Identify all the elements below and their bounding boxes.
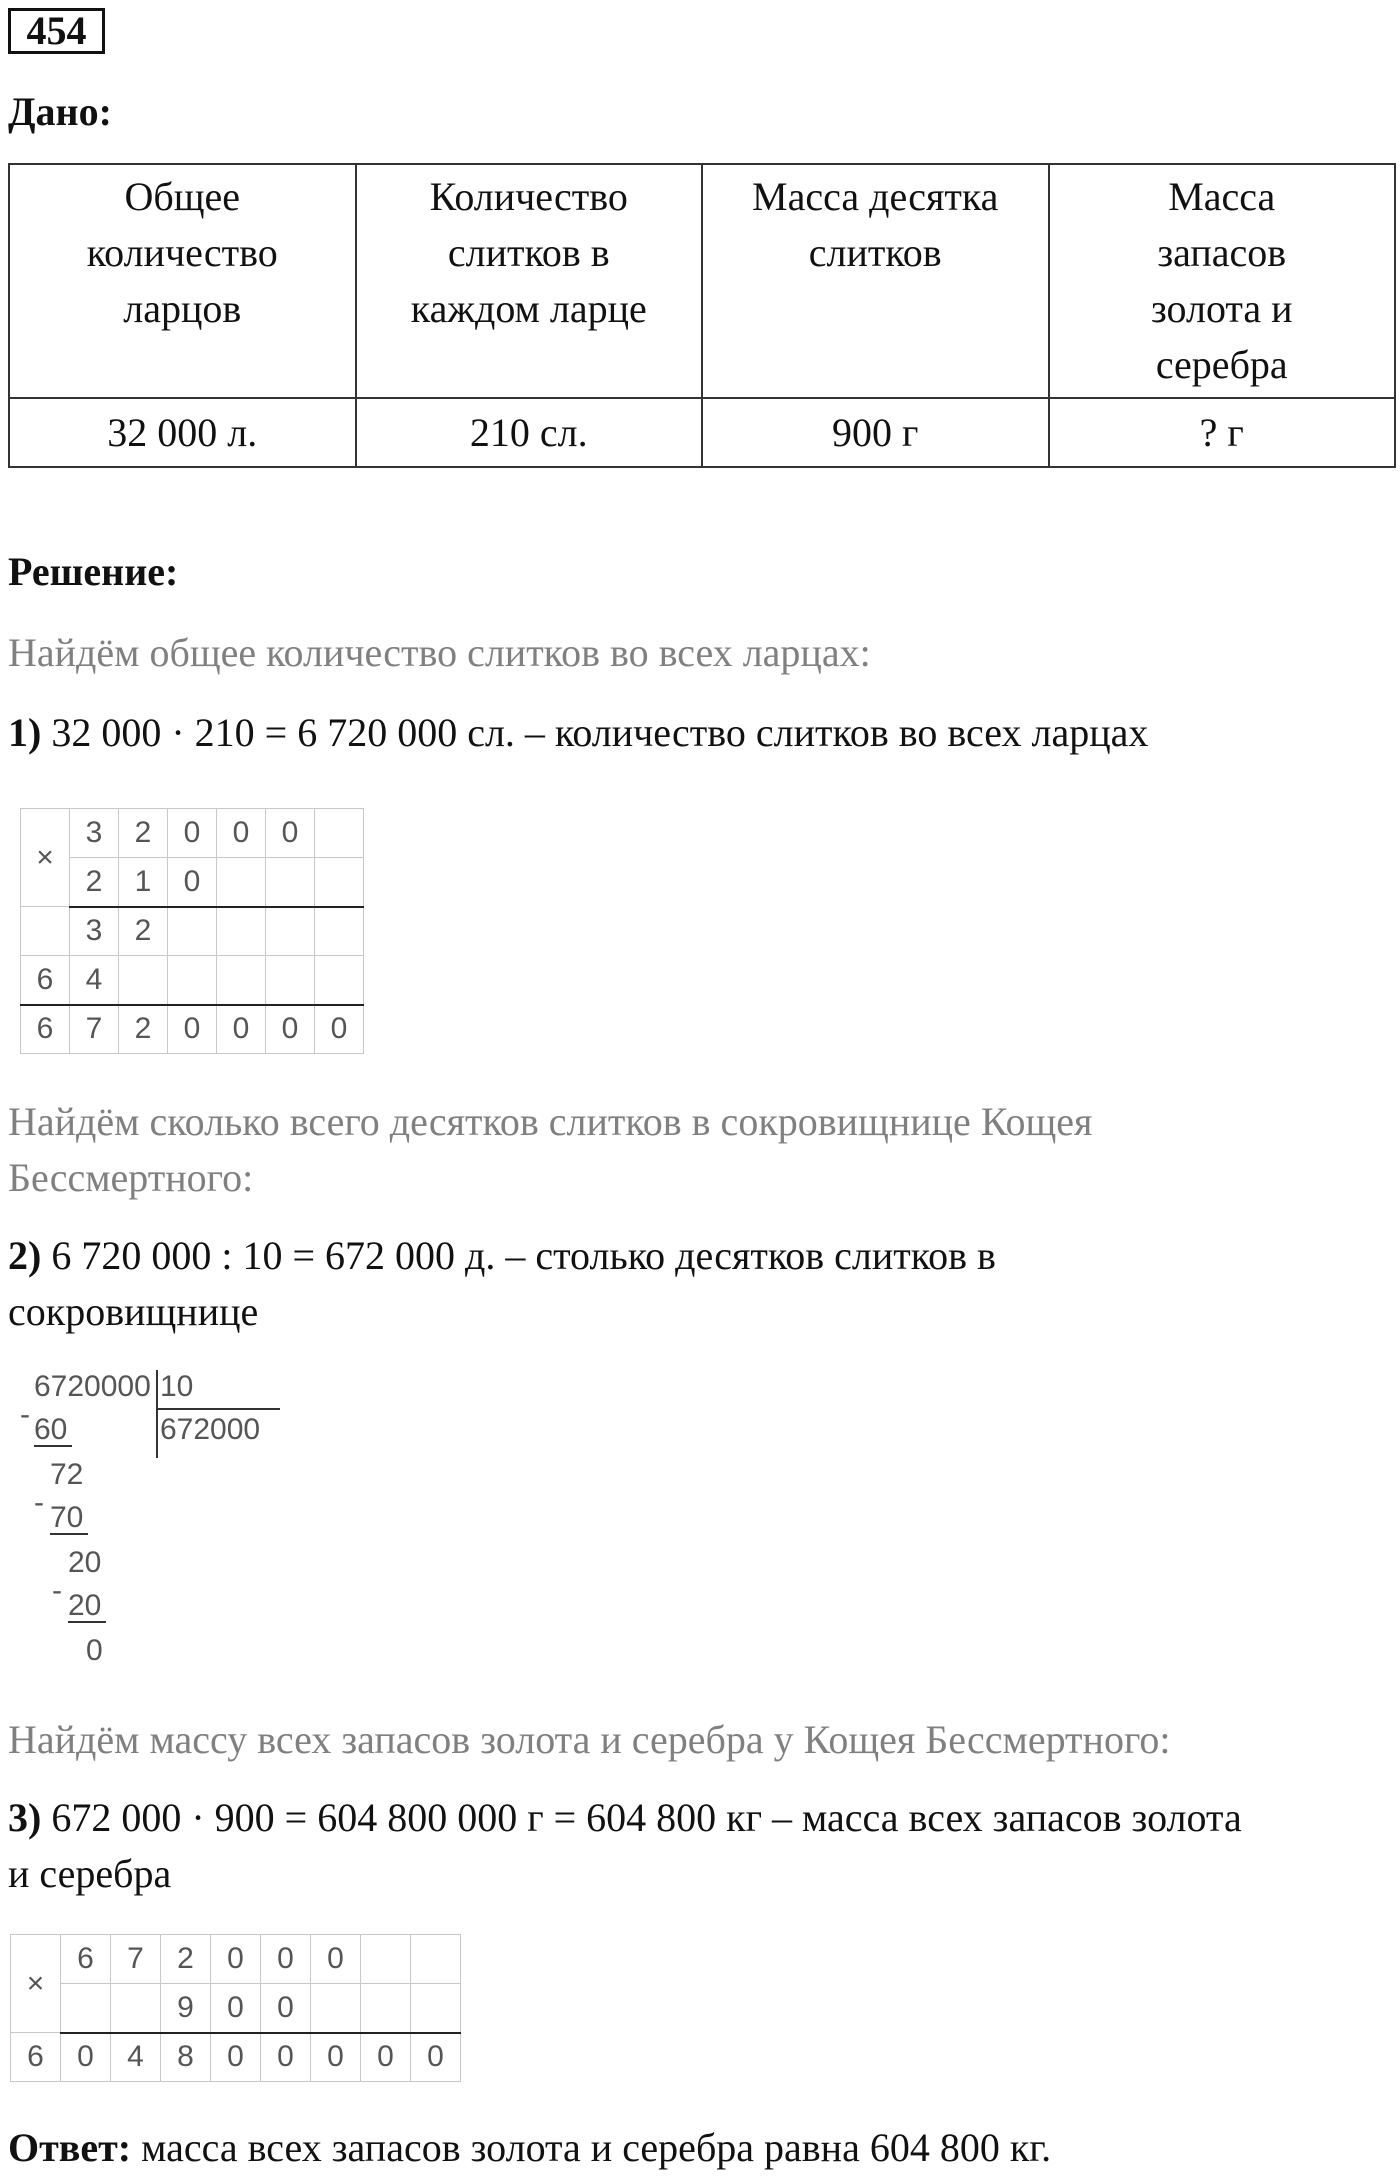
header-line: каждом ларце: [410, 286, 647, 331]
grid-cell: 3: [70, 809, 119, 858]
grid-cell: [315, 858, 364, 907]
grid-cell: 4: [70, 956, 119, 1005]
grid-cell: 0: [261, 1984, 311, 2033]
header-line: Масса десятка: [752, 174, 999, 219]
grid-cell: 2: [70, 858, 119, 907]
header-line: слитков: [808, 230, 942, 275]
grid-cell: 7: [70, 1005, 119, 1054]
grid-cell: [266, 858, 315, 907]
header-line: Масса: [1168, 174, 1276, 219]
final-remainder: 0: [86, 1634, 103, 1667]
grid-cell: [361, 1984, 411, 2033]
grid-cell: 0: [211, 2033, 261, 2082]
grid-cell: 6: [61, 1935, 111, 1984]
grid-cell: 0: [168, 1005, 217, 1054]
step-number: 3): [8, 1795, 42, 1840]
step1-equation: [8, 705, 1396, 761]
step1-intro: Найдём общее количество слитков во всех ларцах:: [8, 630, 871, 675]
grid-cell: 0: [211, 1935, 261, 1984]
grid-cell: [315, 956, 364, 1005]
grid-cell: 1: [119, 858, 168, 907]
grid-cell: 2: [161, 1935, 211, 1984]
grid-cell: [361, 1935, 411, 1984]
grid-cell: 2: [119, 809, 168, 858]
grid-cell: [266, 956, 315, 1005]
grid-cell: 0: [361, 2033, 411, 2082]
grid-cell: [266, 907, 315, 956]
quotient: 672000: [160, 1413, 261, 1446]
grid-cell: 0: [315, 1005, 364, 1054]
step3-text: 672 000 · 900 = 604 800 000 г = 604 800 кг – масса всех запасов золота: [51, 1795, 1242, 1840]
header-total-mass: [1049, 164, 1396, 398]
answer-label: Ответ:: [8, 2125, 132, 2170]
answer-text: масса всех запасов золота и серебра равна 604 800 кг.: [141, 2125, 1052, 2170]
step2-intro-line1: Найдём сколько всего десятков слитков в сокровищнице Кощея: [8, 1099, 1093, 1144]
minus-sign: -: [34, 1486, 44, 1519]
answer: [8, 2120, 1396, 2176]
grid-cell: [217, 956, 266, 1005]
grid-cell: 8: [161, 2033, 211, 2082]
value-total-mass: ? г: [1049, 398, 1396, 467]
solution-heading: Решение:: [8, 549, 179, 594]
header-line: серебра: [1155, 342, 1288, 387]
division-bar-horizontal: [158, 1408, 280, 1410]
given-table: [8, 163, 1396, 468]
grid-cell: [119, 956, 168, 1005]
grid-cell: [315, 809, 364, 858]
remainder-72: 72: [50, 1458, 84, 1491]
value-boxes-total: 32 000 л.: [9, 398, 356, 467]
grid-cell: 0: [266, 1005, 315, 1054]
grid-cell: [411, 1935, 461, 1984]
header-line: Общее: [124, 174, 241, 219]
grid-cell: 2: [119, 907, 168, 956]
problem-number: 454: [8, 8, 105, 54]
grid-cell: [411, 1984, 461, 2033]
remainder-20: 20: [68, 1546, 102, 1579]
header-line: Количество: [429, 174, 628, 219]
division-bar-vertical: [156, 1370, 158, 1458]
grid-cell: [168, 907, 217, 956]
multiply-sign: ×: [11, 1935, 61, 2033]
grid-cell: [61, 1984, 111, 2033]
grid-cell: 6: [21, 1005, 70, 1054]
subtract-60: 60: [34, 1415, 72, 1447]
grid-cell: 0: [61, 2033, 111, 2082]
minus-sign: -: [20, 1398, 30, 1431]
header-line: запасов: [1157, 230, 1287, 275]
step2-intro-line2: Бессмертного:: [8, 1155, 254, 1200]
grid-cell: 6: [21, 956, 70, 1005]
grid-cell: 6: [11, 2033, 61, 2082]
multiplication-grid-2: [10, 1934, 461, 2082]
given-heading: Дано:: [8, 89, 112, 134]
grid-cell: [315, 907, 364, 956]
step2-text: 6 720 000 : 10 = 672 000 д. – столько десятков слитков в: [51, 1233, 996, 1278]
grid-cell: [217, 907, 266, 956]
grid-cell: [311, 1984, 361, 2033]
subtract-70: 70: [50, 1503, 88, 1535]
subtract-20: 20: [68, 1591, 106, 1623]
grid-cell: 0: [211, 1984, 261, 2033]
header-line: количество: [86, 230, 278, 275]
minus-sign: -: [52, 1574, 62, 1607]
grid-cell: 0: [261, 2033, 311, 2082]
grid-cell: 7: [111, 1935, 161, 1984]
multiply-sign: ×: [21, 809, 70, 907]
divisor: 10: [160, 1370, 194, 1403]
step-number: 2): [8, 1233, 42, 1278]
step3-intro: Найдём массу всех запасов золота и серебра у Кощея Бессмертного:: [8, 1717, 1171, 1762]
header-line: золота и: [1150, 286, 1293, 331]
grid-cell: 0: [168, 858, 217, 907]
header-line: ларцов: [123, 286, 242, 331]
grid-cell: 0: [311, 2033, 361, 2082]
grid-cell: 0: [266, 809, 315, 858]
grid-cell: [111, 1984, 161, 2033]
grid-cell: 0: [168, 809, 217, 858]
step2-equation-line1: [8, 1228, 1396, 1284]
step3-equation-line1: [8, 1790, 1396, 1846]
step-number: 1): [8, 710, 42, 755]
header-line: слитков в: [447, 230, 610, 275]
step1-text: 32 000 · 210 = 6 720 000 сл. – количество слитков во всех ларцах: [51, 710, 1149, 755]
multiplication-grid-1: [20, 808, 364, 1054]
long-division: [20, 1370, 280, 1680]
value-mass-of-ten: 900 г: [702, 398, 1049, 467]
grid-cell: 4: [111, 2033, 161, 2082]
grid-cell: [217, 858, 266, 907]
dividend: 6720000: [34, 1370, 151, 1403]
grid-cell: 2: [119, 1005, 168, 1054]
grid-cell: 0: [261, 1935, 311, 1984]
grid-cell: 0: [217, 809, 266, 858]
step2-equation-line2: сокровищнице: [8, 1289, 259, 1334]
header-mass-of-ten: [702, 164, 1049, 398]
grid-cell: 0: [217, 1005, 266, 1054]
header-boxes-total: [9, 164, 356, 398]
grid-cell: [21, 907, 70, 956]
grid-cell: 0: [311, 1935, 361, 1984]
value-bars-per-box: 210 сл.: [356, 398, 703, 467]
grid-cell: 3: [70, 907, 119, 956]
grid-cell: 9: [161, 1984, 211, 2033]
grid-cell: [168, 956, 217, 1005]
step3-equation-line2: и серебра: [8, 1851, 172, 1896]
grid-cell: 0: [411, 2033, 461, 2082]
header-bars-per-box: [356, 164, 703, 398]
